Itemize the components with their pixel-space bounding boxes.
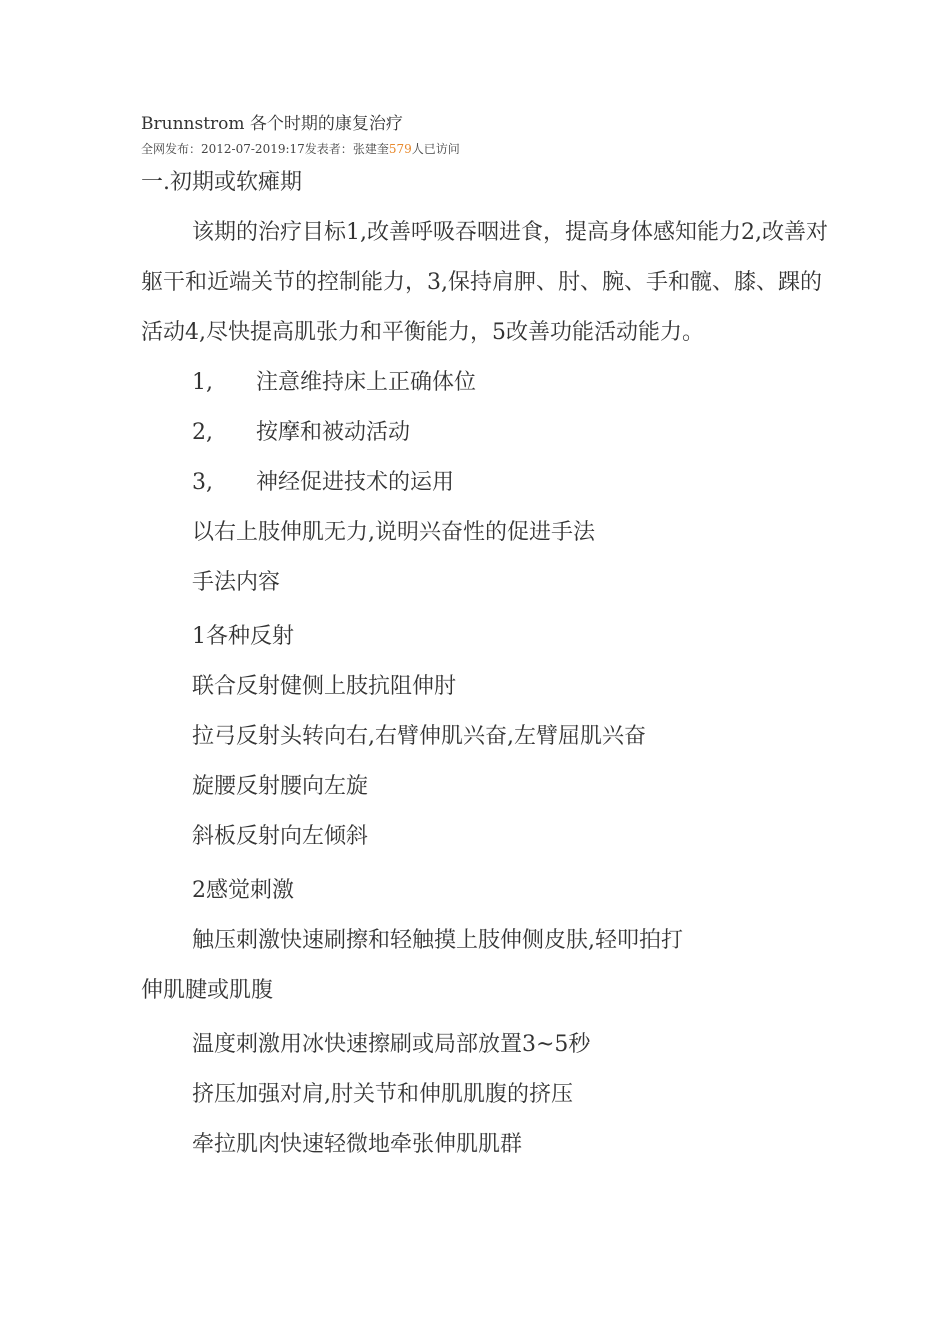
- list-item: [141, 458, 831, 508]
- paragraph-line: 温度刺激用冰快速擦刷或局部放置3~5秒: [192, 1032, 591, 1057]
- subheading: 2感觉刺激: [192, 878, 294, 903]
- article-meta: [141, 140, 831, 158]
- paragraph-line: 手法内容: [192, 570, 281, 595]
- paragraph-line: 挤压加强对肩,肘关节和伸肌肌腹的挤压: [192, 1082, 573, 1107]
- list-item: [141, 358, 831, 408]
- publish-date: 2012-07-2019:17: [201, 142, 305, 156]
- paragraph-line: 牵拉肌肉快速轻微地牵张伸肌肌群: [192, 1132, 523, 1157]
- visit-count-suffix: 人已访问: [411, 142, 460, 156]
- list-text: 按摩和被动活动: [256, 420, 411, 445]
- article: [141, 112, 831, 1170]
- publish-prefix: 全网发布：: [141, 142, 202, 156]
- paragraph-line: 触压刺激快速刷擦和轻触摸上肢伸侧皮肤,轻叩拍打: [192, 928, 683, 953]
- author-label: 发表者：: [304, 142, 353, 156]
- paragraph-line: 拉弓反射头转向右,右臂伸肌兴奋,左臂屈肌兴奋: [192, 724, 646, 749]
- section-heading: 一.初期或软瘫期: [141, 170, 302, 195]
- paragraph-line: 斜板反射向左倾斜: [192, 824, 369, 849]
- list-item: [141, 408, 831, 458]
- paragraph-line: 旋腰反射腰向左旋: [192, 774, 369, 799]
- list-number: 2,: [192, 420, 213, 445]
- list-number: 3,: [192, 470, 213, 495]
- subheading: 1各种反射: [192, 624, 294, 649]
- visit-count: 579: [388, 142, 412, 156]
- paragraph-line: 以右上肢伸肌无力,说明兴奋性的促进手法: [192, 520, 595, 545]
- intro-paragraph: 该期的治疗目标1,改善呼吸吞咽进食，提高身体感知能力2,改善对躯干和近端关节的控制能力，3,保持肩胛、肘、腕、手和髋、膝、踝的活动4,尽快提高肌张力和平衡能力，5改善功能活动能力。: [141, 220, 828, 345]
- author-name: 张建奎: [352, 142, 389, 156]
- list-text: 神经促进技术的运用: [256, 470, 455, 495]
- article-title: Brunnstrom 各个时期的康复治疗: [141, 114, 403, 134]
- paragraph-line-continued: 伸肌腱或肌腹: [141, 978, 274, 1003]
- list-text: 注意维持床上正确体位: [256, 370, 477, 395]
- paragraph-line: 联合反射健侧上肢抗阻伸肘: [192, 674, 457, 699]
- list-number: 1,: [192, 370, 213, 395]
